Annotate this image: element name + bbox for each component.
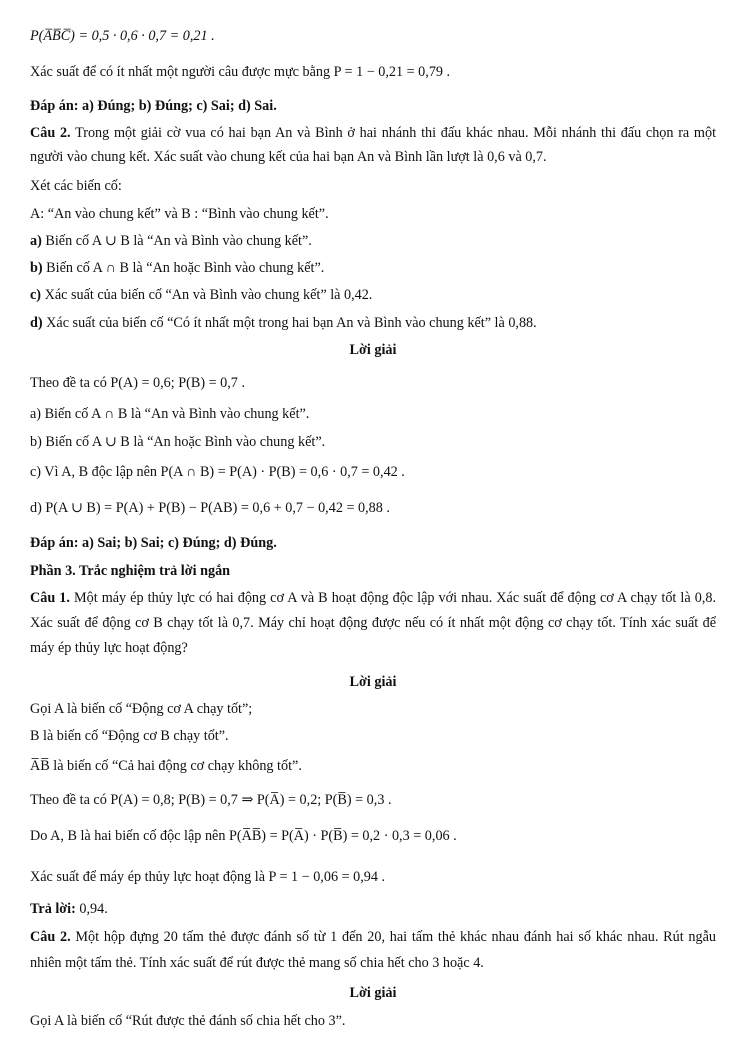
text-line: A: “An vào chung kết” và B : “Bình vào chung kết”.: [30, 206, 329, 222]
option-label: d): [30, 315, 43, 331]
option-line: [30, 259, 716, 277]
question-label: Câu 1.: [30, 590, 70, 606]
text-line: Do A, B là hai biến cố độc lập nên P(A̅B̅) = P(A̅) · P(B̅) = 0,2 · 0,3 = 0,06 .: [30, 828, 457, 844]
text-line: d) P(A ∪ B) = P(A) + P(B) − P(AB) = 0,6 + 0,7 − 0,42 = 0,88 .: [30, 500, 390, 516]
option-text: Biến cố A ∪ B là “An và Bình vào chung kết”.: [45, 233, 312, 249]
option-text: Xác suất của biến cố “An và Bình vào chung kết” là 0,42.: [44, 287, 373, 303]
question-label: Câu 2.: [30, 929, 71, 945]
option-line: [30, 314, 716, 332]
question-paragraph: [30, 121, 716, 169]
answer-label: Trả lời:: [30, 901, 76, 917]
text-line: Theo đề ta có P(A) = 0,8; P(B) = 0,7 ⇒ P(A̅) = 0,2; P(B̅) = 0,3 .: [30, 792, 392, 808]
solution-heading: Lời giải: [349, 342, 397, 358]
formula-line: P(A̅B̅C̅) = 0,5 · 0,6 · 0,7 = 0,21 .: [30, 28, 215, 44]
answer-line: Đáp án: a) Sai; b) Sai; c) Đúng; d) Đúng.: [30, 535, 277, 551]
solution-heading: Lời giải: [349, 674, 397, 690]
text-line: b) Biến cố A ∪ B là “An hoặc Bình vào chung kết”.: [30, 434, 326, 450]
answer-line: Đáp án: a) Đúng; b) Đúng; c) Sai; d) Sai.: [30, 98, 277, 114]
text-line: A̅B̅ là biến cố “Cả hai động cơ chạy không tốt”.: [30, 758, 302, 774]
text-line: c) Vì A, B độc lập nên P(A ∩ B) = P(A) · P(B) = 0,6 · 0,7 = 0,42 .: [30, 464, 405, 480]
option-text: Biến cố A ∩ B là “An hoặc Bình vào chung kết”.: [46, 260, 325, 276]
text-line: Xác suất để máy ép thủy lực hoạt động là P = 1 − 0,06 = 0,94 .: [30, 869, 386, 885]
option-line: [30, 286, 716, 304]
text-line: Gọi A là biến cố “Rút được thẻ đánh số chia hết cho 3”.: [30, 1013, 346, 1029]
question-paragraph: [30, 924, 716, 976]
answer-line: [30, 900, 716, 918]
section-heading: Phần 3. Trắc nghiệm trả lời ngắn: [30, 563, 231, 579]
option-label: c): [30, 287, 42, 303]
question-text: Một hộp đựng 20 tấm thẻ được đánh số từ 1 đến 20, hai tấm thẻ khác nhau đánh hai số khác nhau. Rút ngẫu nhiên một tấm thẻ. Tính xác suất để rút được thẻ mang số chia hết cho 3 hoặc 4.: [30, 929, 716, 971]
solution-heading: Lời giải: [349, 985, 397, 1001]
option-text: Xác suất của biến cố “Có ít nhất một trong hai bạn An và Bình vào chung kết” là 0,88.: [46, 315, 537, 331]
option-label: b): [30, 260, 43, 276]
text-line: Xét các biến cố:: [30, 178, 122, 194]
question-text: Một máy ép thủy lực có hai động cơ A và B hoạt động độc lập với nhau. Xác suất để động cơ A chạy tốt là 0,8. Xác suất để động cơ B chạy tốt là 0,7. Máy chỉ hoạt động được nếu có ít nhất một động cơ chạy tốt. Tính xác suất để máy ép thủy lực hoạt động?: [30, 590, 717, 656]
question-paragraph: [30, 586, 716, 661]
question-label: Câu 2.: [30, 125, 71, 141]
answer-value: 0,94.: [75, 901, 108, 917]
text-line: Gọi A là biến cố “Động cơ A chạy tốt”;: [30, 701, 253, 717]
text-line: a) Biến cố A ∩ B là “An và Bình vào chung kết”.: [30, 406, 310, 422]
option-line: [30, 232, 716, 250]
question-text: Trong một giải cờ vua có hai bạn An và Bình ở hai nhánh thi đấu khác nhau. Mỗi nhánh thi đấu chọn ra một người vào chung kết. Xác suất vào chung kết của hai bạn An và Bình lần lượt là 0,6 và 0,7.: [30, 125, 717, 165]
text-line: Theo đề ta có P(A) = 0,6; P(B) = 0,7 .: [30, 375, 245, 391]
option-label: a): [30, 233, 42, 249]
text-line: B là biến cố “Động cơ B chạy tốt”.: [30, 728, 229, 744]
text-line: Xác suất để có ít nhất một người câu được mực bằng P = 1 − 0,21 = 0,79 .: [30, 64, 451, 80]
